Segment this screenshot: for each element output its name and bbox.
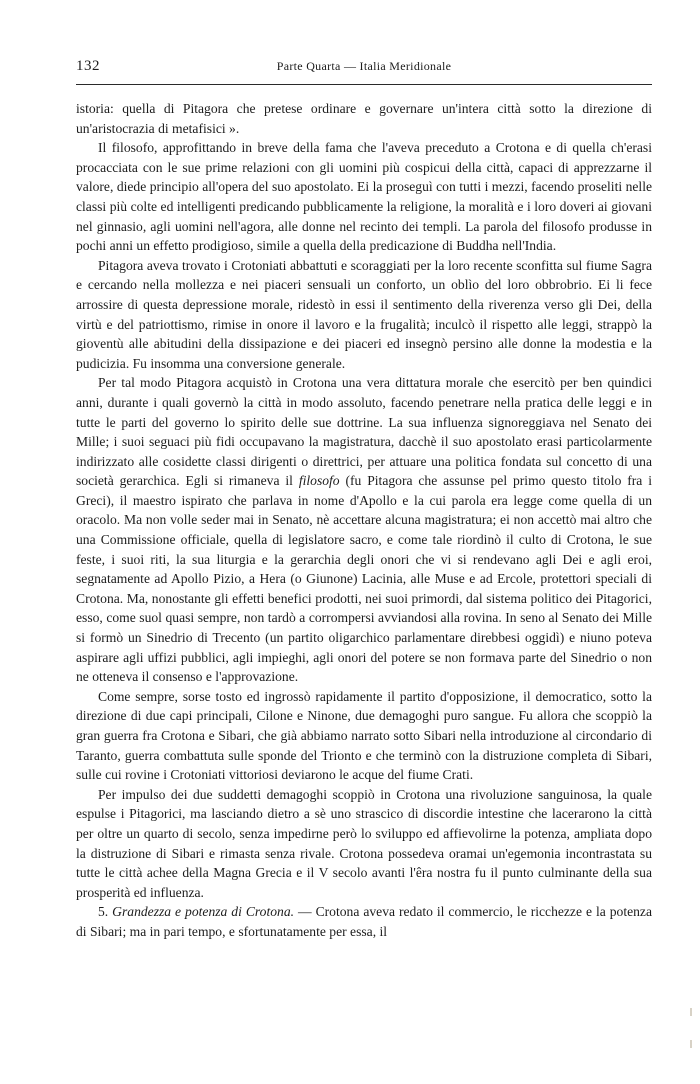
section-number: 5. xyxy=(98,904,109,920)
page-number: 132 xyxy=(76,58,100,74)
paragraph: Come sempre, sorse tosto ed ingrossò rapidamente il partito d'opposizione, il democratico, sotto la direzione di due capi principali, Cilone e Ninone, due demagoghi puro sangue. Fu allora che scoppiò la gran guerra fra Crotona e Sibari, che già abbiamo narrato sotto Sibari nella introduzione al circondario di Taranto, guerra combattuta sulle sponde del Trionto e che terminò con la distruzione completa di Sibari, sulle cui rovine i Crotoniati vittoriosi deviarono le acque del fiume Crati. xyxy=(76,688,652,783)
paragraph xyxy=(76,373,652,687)
paragraph-text: (fu Pitagora che assunse pel primo questo titolo fra i Greci), il maestro ispirato che parlava in nome d'Apollo e la cui parola era legge come quella di un oracolo. Ma non volle seder mai in Senato, nè accettare alcuna magistratura; ei non accettò mai altro che una Commissione officiale, quella di legislatore sacro, e come tale riordinò il culto di Crotona, le sue feste, i suoi riti, la sua liturgia e la gerarchia degli onori che vi si rendevano agli Dei e agli eroi, segnatamente ad Apollo Pizio, a Hera (o Giunone) Lacinia, alle Muse e ad Ercole, protettori speciali di Crotona. Ma, nonostante gli effetti benefici prodotti, nei suoi primordi, dal sistema politico dei Pitagorici, esso, come suol quasi sempre, non tardò a corrompersi avviandosi alla rovina. In seno al Senato dei Mille si formò un Sinedrio di Trecento (un partito oligarchico parlamentare direbbesi oggidì) e niuno poteva aspirare agli uffizi pubblici, agli impieghi, agli onori del potere se non formava parte del Sinedrio o non ne otteneva il consenso e l'approvazione. xyxy=(76,473,652,685)
body-text xyxy=(76,99,652,942)
paragraph-text: — Crotona aveva redato il commercio, le ricchezze e la potenza di Sibari; ma in pari tempo, e sfortunatamente per essa, il xyxy=(76,904,652,939)
paragraph-text: Per tal modo Pitagora acquistò in Crotona una vera dittatura morale che esercitò per ben quindici anni, durante i quali governò la città in modo assoluto, facendo penetrare nella pratica delle leggi e in tutte le parti del governo lo spirito delle sue dottrine. La sua influenza signoreggiava nel Senato dei Mille; i suoi seguaci più fidi occupavano la magistratura, dacchè il suo apostolato erasi particolarmente indirizzato alle cosidette classi dirigenti o direttrici, per attuare una politica fondata sul concetto di una società gerarchica. Egli si rimaneva il xyxy=(76,375,652,489)
paragraph: Il filosofo, approfittando in breve della fama che l'aveva preceduto a Crotona e di quella ch'erasi procacciata con le sue prime relazioni con gli uomini più cospicui della città, capaci di apprezzarne il valore, diede principio all'opera del suo apostolato. Ei la proseguì con tutti i mezzi, facendo proseliti nelle classi più colte ed intelligenti predicando pubblicamente la religione, la moralità e i loro doveri ai giovani nel ginnasio, agli uomini nell'agora, alle donne nel recinto dei templi. La parola del filosofo produsse in pochi anni un effetto prodigioso, simile a quella della predicazione di Buddha nell'India. xyxy=(76,140,652,254)
paragraph: Per impulso dei due suddetti demagoghi scoppiò in Crotona una rivoluzione sanguinosa, la quale espulse i Pitagorici, ma lasciando dietro a sè uno strascico di discordie intestine che lacerarono la città per oltre un quarto di secolo, senza impedirne però lo sviluppo ed affievolirne la potenza, ampliata dopo la distruzione di Sibari e rimasta senza rivale. Crotona possedeva oramai un'egemonia incontrastata su tutte le città achee della Magna Grecia e il V secolo avanti l'êra nostra fu il punto culminante della sua prosperità ed influenza. xyxy=(76,786,652,900)
page xyxy=(76,58,652,942)
section-paragraph xyxy=(76,902,652,941)
section-title: Grandezza e potenza di Crotona. xyxy=(112,904,295,920)
italic-term: filosofo xyxy=(298,473,340,489)
margin-speck xyxy=(690,1008,692,1016)
running-head xyxy=(76,58,652,80)
margin-speck xyxy=(690,1040,692,1048)
paragraph: Pitagora aveva trovato i Crotoniati abbattuti e scoraggiati per la loro recente sconfitta sul fiume Sagra e cercando nella mollezza e nei piaceri sensuali un conforto, un oblìo del loro obbrobrio. Ei li fece arrossire di questa depressione morale, ridestò in essi il sentimento della riverenza verso gli Dei, della virtù e del patriottismo, rimise in onore il lavoro e la frugalità; inculcò il rispetto alle leggi, strappò la gioventù alle abitudini della dissipazione e dei piaceri ed insegnò persino alle donne la modestia e la pudicizia. Fu insomma una conversione generale. xyxy=(76,257,652,371)
header-rule xyxy=(76,84,652,85)
paragraph-continuation: istoria: quella di Pitagora che pretese ordinare e governare un'intera città sotto la direzione di un'aristocrazia di metafisici ». xyxy=(76,101,652,136)
running-title: Parte Quarta — Italia Meridionale xyxy=(276,59,452,73)
